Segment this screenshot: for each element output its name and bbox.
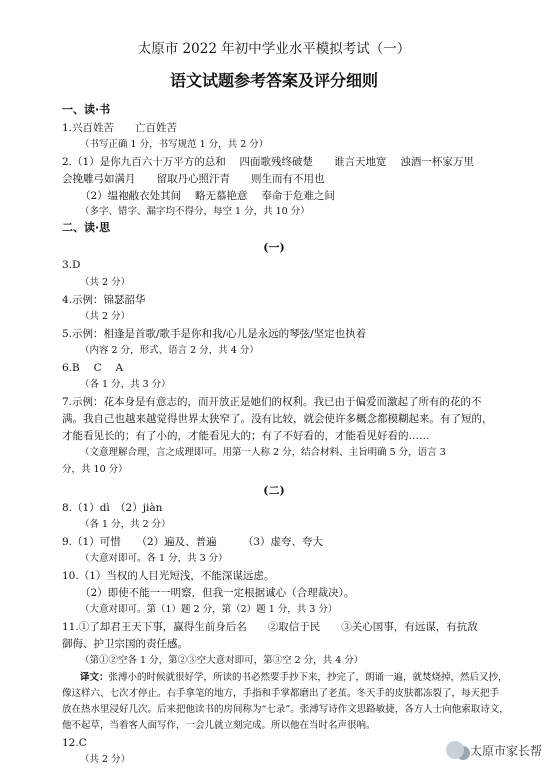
scoring-note-q11: （第①②空各 1 分，第②③空大意对即可，第③空 2 分，共 4 分） [80,655,364,666]
answer-q11-line1: 11.①了却君王天下事，赢得生前身后名 ②取信于民 ③关心国事，有远谋，有抗敌 [62,621,478,633]
scoring-note-q10: （大意对即可。第（1）题 2 分，第（2）题 1 分，共 3 分） [80,604,338,615]
answer-q12: 12.C [62,737,87,749]
answer-q2-line2: 会挽雕弓如满月 留取丹心照汗青 则生而有不用也 [62,173,325,185]
section-heading-read-think: 二、读·思 [62,221,111,234]
wechat-icon [446,741,464,759]
answer-q2-line1: 2.（1）是你九百六十万平方的总和 四面歌残终破楚 谁言天地宽 浊酒一杯家万里 [62,156,474,168]
answer-q9: 9.（1）可惜 （2）遍及、普遍 （3）虚夸、夸大 [62,536,324,548]
answer-q3: 3.D [62,259,81,271]
watermark [446,741,542,759]
page-title: 太原市 2022 年初中学业水平模拟考试（一） [137,41,411,57]
answer-q7-line2: 满。我自己也越来越觉得世界太狭窄了。没有比较，就会使许多概念都模糊起来。有了短的， [62,413,493,425]
section-heading-read-book: 一、读·书 [62,103,111,116]
answer-q10-line1: 10.（1）当权的人目光短浅，不能深谋远虑。 [62,570,275,582]
scoring-note-q12: （共 2 分） [80,754,131,765]
translation-line2: 像这样六、七次才停止。右手拿笔的地方，手指和手掌都磨出了老茧。冬天手的皮肤都冻裂了，每天把手 [62,688,500,699]
answer-q5: 5.示例：相逢是首歌/歌手是你和我/心儿是永远的琴弦/坚定也执着 [62,328,367,340]
scoring-note-q7-line2: 分，共 10 分） [62,464,128,475]
scoring-note-q4: （共 2 分） [80,311,131,322]
scoring-note-q1: （书写正确 1 分，书写规范 1 分，共 2 分） [80,139,269,150]
scoring-note-q2: （多字、错字、漏字均不得分，每空 1 分，共 10 分） [80,206,310,217]
scoring-note-q9: （大意对即可。各 1 分，共 3 分） [80,553,228,564]
watermark-text: 太原市家长帮 [469,743,542,758]
scoring-note-q5: （内容 2 分，形式、语言 2 分，共 4 分） [80,345,259,356]
part-heading-1: (一) [263,241,285,254]
translation-label: 译文： [80,672,109,683]
scoring-note-q3: （共 2 分） [80,277,131,288]
answer-q11-line2: 御侮、护卫宗国的责任感。 [62,638,188,650]
translation-text-1: 张溥小的时候就很好学，所读的书必然要手抄下来，抄完了，朗诵一遍，就焚烧掉，然后又抄， [108,672,508,683]
scoring-note-q6: （各 1 分，共 3 分） [80,379,171,390]
answer-q8: 8.（1）dì （2）jiàn [62,502,163,514]
scoring-note-q7-line1: （文意理解合理，言之成理即可。用第一人称 2 分，结合材料、主旨明确 5 分，语言 3 [80,447,446,458]
answer-q1: 1.兴百姓苦 亡百姓苦 [62,122,178,134]
translation-line1 [80,671,508,685]
scoring-note-q8: （各 1 分，共 2 分） [80,519,171,530]
answer-q6: 6.B C A [62,362,124,374]
answer-q10-line2: （2）即使不能一一明察，但我一定根据诚心（合理裁决）。 [80,587,355,599]
page-subtitle: 语文试题参考答案及评分细则 [169,71,378,90]
answer-q4: 4.示例：锦瑟韶华 [62,294,146,306]
answer-q2-line3: （2）缊袍敝衣处其间 略无慕艳意 奉命于危难之间 [80,190,335,202]
part-heading-2: (二) [263,484,285,497]
answer-q7-line3: 才能看见长的；有了小的，才能看见大的；有了不好看的，才能看见好看的…… [62,430,430,442]
translation-line3: 放在热水里浸好几次。后来把他读书的房间称为“七录”。张溥写诗作文思路敏捷，各方人士向他索取诗文， [62,704,509,715]
answer-q7-line1: 7.示例：花本身是有意志的，而开放正是她们的权利。我已由于偏爱而激起了所有的花的不 [62,396,482,408]
translation-line4: 他不起草，当着客人面写作，一会儿就立刻完成。所以他在当时名声很响。 [62,720,376,731]
